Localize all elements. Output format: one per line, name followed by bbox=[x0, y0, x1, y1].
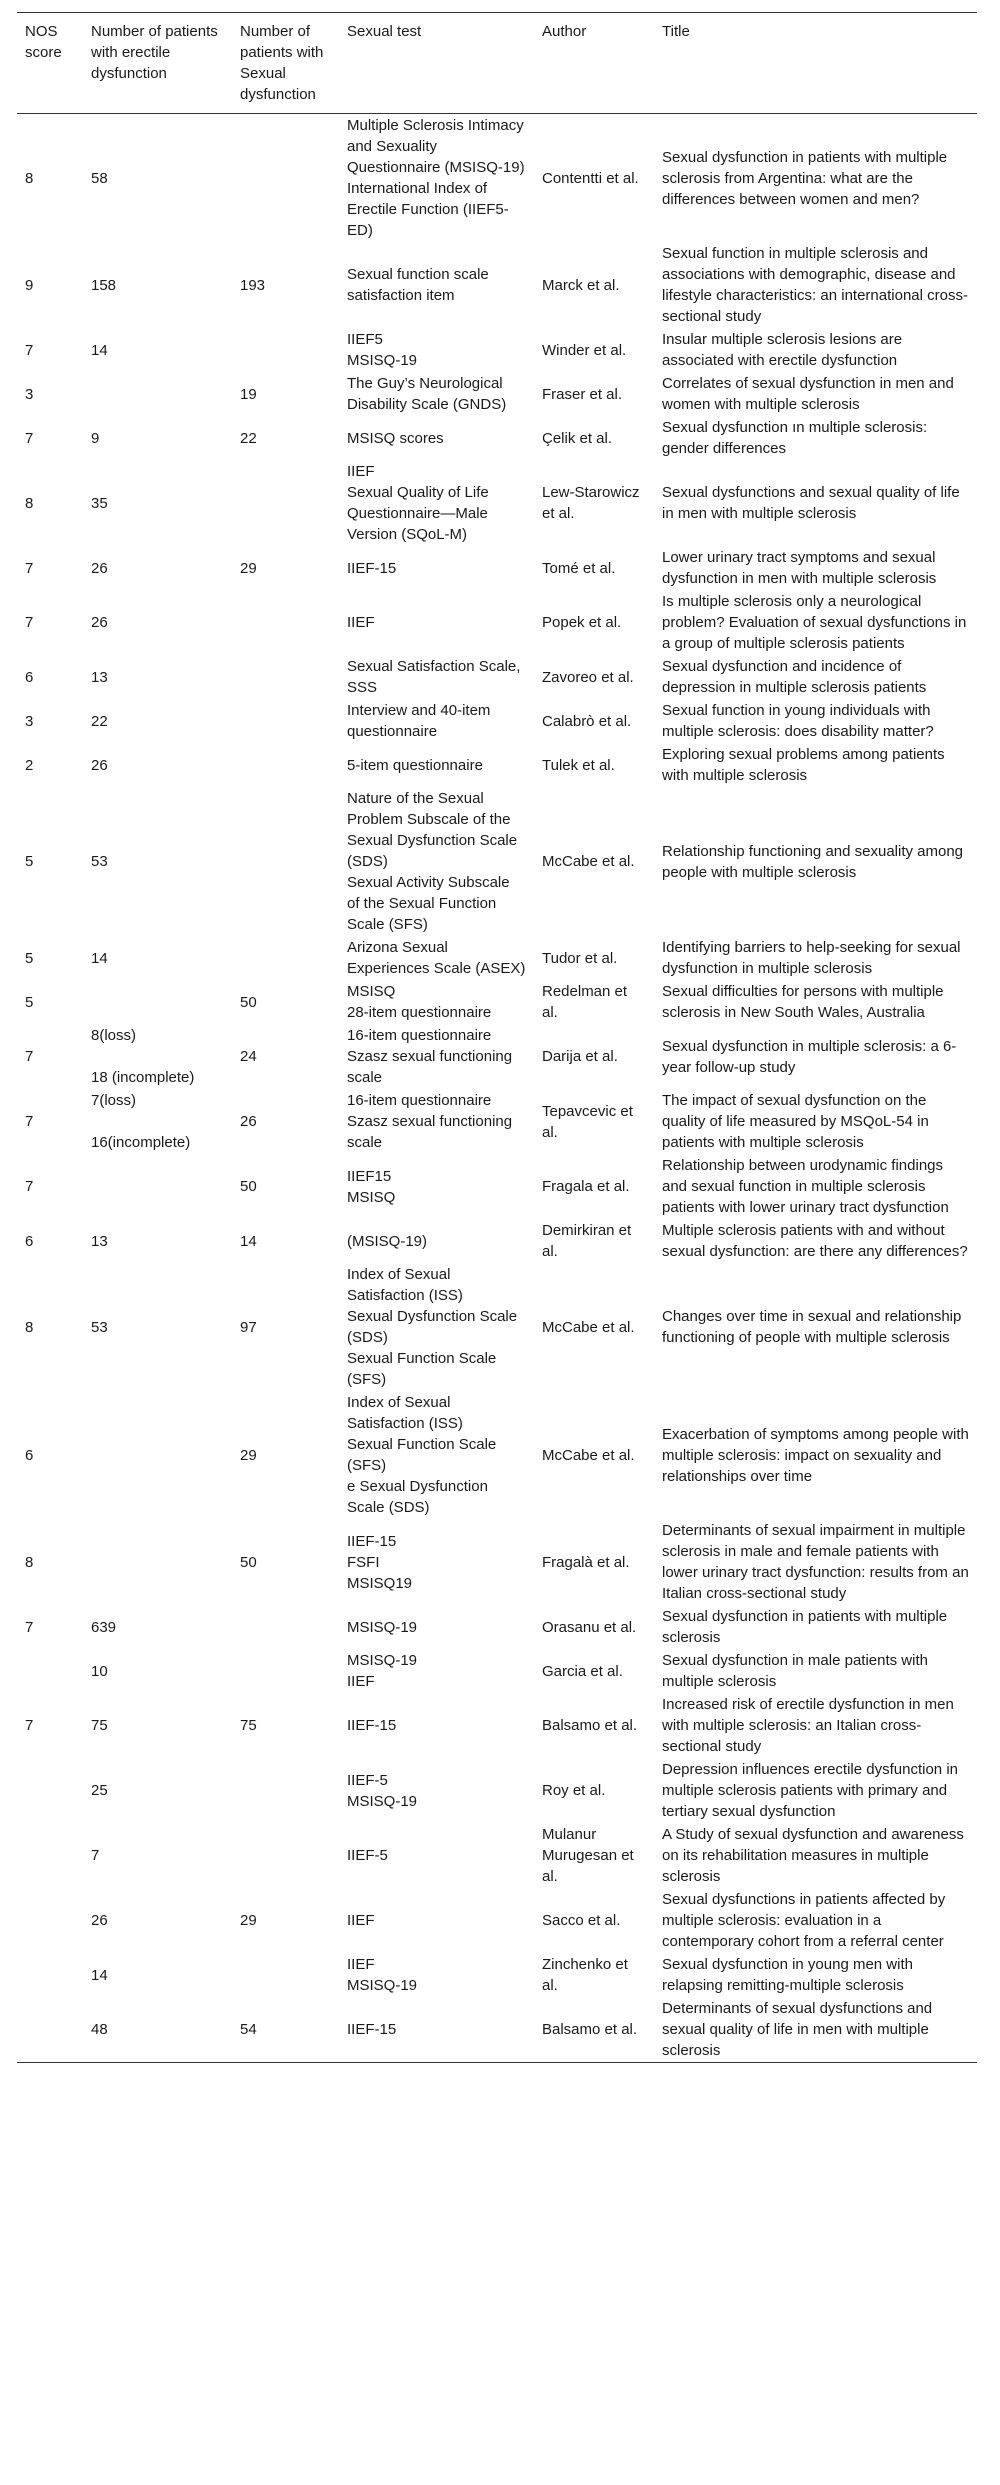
table-row bbox=[17, 980, 977, 1024]
table-row bbox=[17, 743, 977, 787]
table-row bbox=[17, 1024, 977, 1089]
cell-author: Lew-Starowicz et al. bbox=[542, 484, 640, 522]
cell-sexual-test: MSISQ 28-item questionnaire bbox=[347, 983, 492, 1021]
cell-sexual-test: IIEF-15 FSFI MSISQ19 bbox=[347, 1532, 413, 1592]
cell-sexual-dysfunction: 24 bbox=[240, 1048, 257, 1065]
cell-author: Winder et al. bbox=[542, 341, 627, 359]
table-row bbox=[17, 1154, 977, 1219]
cell-sexual-dysfunction: 50 bbox=[240, 1178, 257, 1195]
cell-title: Sexual dysfunction in patients with multiple sclerosis bbox=[662, 1608, 948, 1646]
cell-sexual-test: MSISQ scores bbox=[347, 429, 444, 447]
cell-nos-score: 9 bbox=[25, 276, 34, 294]
cell-sexual-test: The Guy’s Neurological Disability Scale (GNDS) bbox=[347, 375, 507, 413]
cell-nos-score: 8 bbox=[25, 1318, 34, 1336]
cell-author: Zavoreo et al. bbox=[542, 668, 634, 686]
cell-sexual-test: IIEF bbox=[347, 1912, 375, 1929]
cell-author: Balsamo et al. bbox=[534, 1997, 654, 2063]
cell-title: Sexual dysfunctions in patients affected by multiple sclerosis: evaluation in a contemporary cohort from a referral center bbox=[662, 1891, 946, 1950]
cell-erectile-dysfunction: 158 bbox=[91, 276, 117, 294]
cell-nos-score bbox=[17, 1758, 83, 1823]
cell-erectile-dysfunction: 8(loss) 18 (incomplete) bbox=[91, 1027, 195, 1086]
cell-sexual-dysfunction bbox=[232, 114, 339, 243]
cell-sexual-test: 16-item questionnaire Szasz sexual functioning scale bbox=[347, 1027, 513, 1086]
table-header-row bbox=[17, 13, 977, 114]
table-row bbox=[17, 1693, 977, 1758]
cell-title: Exacerbation of symptoms among people with multiple sclerosis: impact on sexuality and relationships over time bbox=[662, 1425, 969, 1485]
cell-nos-score: 3 bbox=[25, 712, 34, 730]
cell-erectile-dysfunction: 26 bbox=[91, 559, 108, 577]
cell-title: Sexual dysfunctions and sexual quality of life in men with multiple sclerosis bbox=[662, 484, 960, 522]
table-row bbox=[17, 372, 977, 416]
cell-erectile-dysfunction: 53 bbox=[91, 853, 108, 870]
cell-erectile-dysfunction: 10 bbox=[91, 1662, 108, 1680]
cell-sexual-test: Interview and 40-item questionnaire bbox=[347, 702, 491, 740]
cell-sexual-dysfunction: 50 bbox=[240, 1553, 257, 1571]
table-row bbox=[17, 1519, 977, 1605]
cell-author: McCabe et al. bbox=[542, 853, 635, 870]
cell-nos-score: 7 bbox=[25, 1048, 34, 1065]
cell-nos-score bbox=[17, 1649, 83, 1693]
cell-erectile-dysfunction: 25 bbox=[91, 1782, 108, 1799]
cell-nos-score: 7 bbox=[25, 1178, 34, 1195]
cell-author: Tulek et al. bbox=[542, 756, 615, 774]
cell-sexual-dysfunction bbox=[232, 1758, 339, 1823]
cell-sexual-dysfunction: 19 bbox=[240, 385, 257, 403]
cell-sexual-test: Arizona Sexual Experiences Scale (ASEX) bbox=[347, 939, 526, 977]
table-row bbox=[17, 1089, 977, 1154]
cell-sexual-dysfunction bbox=[232, 1605, 339, 1649]
cell-nos-score: 7 bbox=[25, 1717, 34, 1734]
cell-title: Identifying barriers to help-seeking for sexual dysfunction in multiple sclerosis bbox=[662, 939, 961, 977]
cell-author: Mulanur Murugesan et al. bbox=[542, 1826, 634, 1885]
cell-erectile-dysfunction: 26 bbox=[91, 614, 108, 631]
cell-sexual-test: IIEF-15 bbox=[347, 559, 397, 577]
cell-title: Changes over time in sexual and relationship functioning of people with multiple sclerosis bbox=[662, 1308, 962, 1346]
cell-nos-score: 2 bbox=[25, 756, 34, 774]
cell-sexual-test: Sexual Satisfaction Scale, SSS bbox=[347, 658, 521, 696]
cell-erectile-dysfunction: 13 bbox=[91, 1232, 108, 1250]
table-row bbox=[17, 328, 977, 372]
table-row bbox=[17, 460, 977, 546]
cell-sexual-dysfunction bbox=[232, 1823, 339, 1888]
cell-author: Orasanu et al. bbox=[542, 1618, 637, 1636]
cell-sexual-test: Nature of the Sexual Problem Subscale of the Sexual Dysfunction Scale (SDS) Sexual Activity Subscale of the Sexual Function Scale (SFS) bbox=[347, 790, 518, 933]
cell-nos-score: 5 bbox=[25, 853, 34, 870]
studies-table bbox=[17, 12, 977, 2063]
table-row bbox=[17, 1758, 977, 1823]
cell-title: Lower urinary tract symptoms and sexual dysfunction in men with multiple sclerosis bbox=[662, 549, 937, 587]
cell-erectile-dysfunction: 26 bbox=[91, 1912, 108, 1929]
header-author: Author bbox=[534, 13, 654, 114]
table-row bbox=[17, 1391, 977, 1519]
table-row bbox=[17, 787, 977, 936]
cell-author: Fragalà et al. bbox=[542, 1553, 630, 1571]
cell-nos-score bbox=[17, 1953, 83, 1997]
cell-nos-score: 6 bbox=[25, 1232, 34, 1250]
cell-sexual-test: 16-item questionnaire Szasz sexual functioning scale bbox=[347, 1092, 513, 1151]
cell-sexual-dysfunction: 97 bbox=[240, 1318, 257, 1336]
cell-title: Sexual dysfunction in multiple sclerosis: a 6-year follow-up study bbox=[662, 1037, 957, 1076]
cell-title: Increased risk of erectile dysfunction in men with multiple sclerosis: an Italian cross-sectional study bbox=[662, 1696, 954, 1755]
cell-sexual-dysfunction: 22 bbox=[240, 429, 257, 447]
cell-erectile-dysfunction: 48 bbox=[83, 1997, 232, 2063]
cell-title: The impact of sexual dysfunction on the quality of life measured by MSQoL-54 in patients with multiple sclerosis bbox=[662, 1092, 929, 1151]
cell-erectile-dysfunction: 75 bbox=[91, 1717, 108, 1734]
cell-author: Tepavcevic et al. bbox=[542, 1102, 633, 1141]
cell-nos-score bbox=[17, 1997, 83, 2063]
cell-erectile-dysfunction: 58 bbox=[91, 169, 108, 187]
cell-sexual-test: MSISQ-19 bbox=[347, 1618, 418, 1636]
cell-author: Garcia et al. bbox=[542, 1662, 623, 1680]
cell-nos-score: 7 bbox=[25, 1618, 34, 1636]
cell-sexual-dysfunction bbox=[232, 699, 339, 743]
cell-title: Sexual dysfunction in male patients with multiple sclerosis bbox=[662, 1652, 928, 1690]
cell-nos-score: 7 bbox=[25, 614, 34, 631]
cell-erectile-dysfunction: 22 bbox=[91, 712, 108, 730]
header-nos-score: NOS score bbox=[17, 13, 83, 114]
table-row bbox=[17, 1263, 977, 1391]
cell-sexual-dysfunction: 193 bbox=[240, 276, 266, 294]
cell-title: Sexual dysfunction and incidence of depression in multiple sclerosis patients bbox=[662, 658, 927, 696]
cell-erectile-dysfunction: 14 bbox=[91, 1966, 108, 1984]
cell-nos-score: 7 bbox=[25, 1113, 34, 1130]
cell-sexual-test: 5-item questionnaire bbox=[347, 756, 483, 774]
cell-erectile-dysfunction: 13 bbox=[91, 668, 108, 686]
cell-sexual-dysfunction bbox=[232, 328, 339, 372]
cell-author: Demirkiran et al. bbox=[542, 1222, 632, 1260]
cell-nos-score: 3 bbox=[25, 385, 34, 403]
cell-nos-score: 8 bbox=[25, 1553, 34, 1571]
cell-author: Zinchenko et al. bbox=[542, 1956, 628, 1994]
cell-sexual-dysfunction bbox=[232, 743, 339, 787]
cell-sexual-test: IIEF bbox=[347, 614, 375, 631]
cell-erectile-dysfunction: 7(loss) 16(incomplete) bbox=[91, 1092, 191, 1151]
cell-author: Tudor et al. bbox=[542, 949, 618, 967]
table-row bbox=[17, 114, 977, 243]
cell-nos-score: 7 bbox=[25, 429, 34, 447]
table-row bbox=[17, 1649, 977, 1693]
cell-erectile-dysfunction bbox=[83, 1154, 232, 1219]
cell-sexual-dysfunction bbox=[232, 460, 339, 546]
table-row bbox=[17, 699, 977, 743]
table-row bbox=[17, 242, 977, 328]
cell-author: Balsamo et al. bbox=[542, 1717, 638, 1734]
cell-sexual-test: Index of Sexual Satisfaction (ISS) Sexual Function Scale (SFS) e Sexual Dysfunction Scale (SDS) bbox=[347, 1394, 497, 1516]
table-row bbox=[17, 936, 977, 980]
cell-author: Sacco et al. bbox=[542, 1912, 621, 1929]
cell-nos-score: 5 bbox=[25, 993, 34, 1011]
cell-title: Is multiple sclerosis only a neurological problem? Evaluation of sexual dysfunctions in a group of multiple sclerosis patients bbox=[662, 593, 967, 652]
cell-author: Contentti et al. bbox=[542, 169, 639, 187]
cell-author: McCabe et al. bbox=[542, 1446, 635, 1464]
cell-title: Sexual dysfunction in young men with relapsing remitting-multiple sclerosis bbox=[662, 1956, 913, 1994]
cell-sexual-test: IIEF MSISQ-19 bbox=[347, 1956, 418, 1994]
table-body bbox=[17, 114, 977, 2063]
cell-sexual-test: IIEF-15 bbox=[339, 1997, 534, 2063]
cell-sexual-dysfunction: 26 bbox=[240, 1113, 257, 1130]
cell-nos-score: 8 bbox=[25, 494, 34, 512]
cell-author: Calabrò et al. bbox=[542, 712, 632, 730]
table-row bbox=[17, 590, 977, 655]
cell-nos-score: 7 bbox=[25, 559, 34, 577]
cell-title: Exploring sexual problems among patients with multiple sclerosis bbox=[662, 746, 945, 784]
cell-erectile-dysfunction bbox=[83, 1391, 232, 1519]
cell-sexual-test: IIEF Sexual Quality of Life Questionnaire—Male Version (SQoL-M) bbox=[347, 463, 489, 543]
header-erectile-dysfunction: Number of patients with erectile dysfunction bbox=[83, 13, 232, 114]
cell-sexual-test: (MSISQ-19) bbox=[347, 1232, 428, 1250]
header-title: Title bbox=[654, 13, 977, 114]
cell-erectile-dysfunction: 14 bbox=[91, 341, 108, 359]
cell-erectile-dysfunction bbox=[83, 1519, 232, 1605]
header-sexual-dysfunction: Number of patients with Sexual dysfunction bbox=[232, 13, 339, 114]
cell-erectile-dysfunction: 639 bbox=[91, 1618, 117, 1636]
table-row bbox=[17, 416, 977, 460]
cell-erectile-dysfunction: 35 bbox=[91, 494, 108, 512]
cell-sexual-dysfunction bbox=[232, 655, 339, 699]
table-row bbox=[17, 1953, 977, 1997]
cell-author: Fragala et al. bbox=[542, 1178, 630, 1195]
cell-erectile-dysfunction bbox=[83, 980, 232, 1024]
cell-sexual-test: IIEF-15 bbox=[347, 1717, 397, 1734]
cell-sexual-test: IIEF-5 bbox=[347, 1847, 388, 1864]
cell-title: Sexual function in multiple sclerosis and associations with demographic, disease and lifestyle characteristics: an international cross-sectional study bbox=[662, 245, 968, 325]
cell-nos-score: 7 bbox=[25, 341, 34, 359]
table-row bbox=[17, 655, 977, 699]
cell-sexual-test: IIEF15 MSISQ bbox=[347, 1167, 396, 1206]
cell-title: Determinants of sexual impairment in multiple sclerosis in male and female patients with lower urinary tract dysfunction: results from an Italian cross-sectional study bbox=[662, 1522, 969, 1602]
cell-sexual-dysfunction: 29 bbox=[240, 559, 257, 577]
cell-sexual-test: IIEF5 MSISQ-19 bbox=[347, 331, 418, 369]
cell-author: McCabe et al. bbox=[542, 1318, 635, 1336]
cell-sexual-test: Multiple Sclerosis Intimacy and Sexuality Questionnaire (MSISQ-19) International Index of Erectile Function (IIEF5-ED) bbox=[347, 117, 525, 239]
cell-author: Fraser et al. bbox=[542, 385, 623, 403]
cell-nos-score: 6 bbox=[25, 1446, 34, 1464]
cell-author: Roy et al. bbox=[542, 1782, 606, 1799]
cell-title: Insular multiple sclerosis lesions are associated with erectile dysfunction bbox=[662, 331, 903, 369]
cell-erectile-dysfunction: 26 bbox=[91, 756, 108, 774]
cell-sexual-dysfunction: 29 bbox=[240, 1912, 257, 1929]
cell-author: Tomé et al. bbox=[542, 559, 616, 577]
cell-sexual-dysfunction bbox=[232, 590, 339, 655]
cell-title: Relationship functioning and sexuality among people with multiple sclerosis bbox=[662, 842, 964, 881]
cell-author: Popek et al. bbox=[542, 614, 622, 631]
cell-nos-score bbox=[17, 1823, 83, 1888]
table-row bbox=[17, 1888, 977, 1953]
cell-author: Marck et al. bbox=[542, 276, 620, 294]
cell-sexual-dysfunction bbox=[232, 1649, 339, 1693]
cell-title: Depression influences erectile dysfunction in multiple sclerosis patients with primary and tertiary sexual dysfunction bbox=[662, 1761, 958, 1820]
cell-sexual-dysfunction: 75 bbox=[240, 1717, 257, 1734]
cell-erectile-dysfunction bbox=[83, 372, 232, 416]
cell-erectile-dysfunction: 14 bbox=[91, 949, 108, 967]
cell-author: Çelik et al. bbox=[542, 429, 613, 447]
cell-title: Relationship between urodynamic findings and sexual function in multiple sclerosis patients with lower urinary tract dysfunction bbox=[662, 1157, 949, 1216]
header-sexual-test: Sexual test bbox=[339, 13, 534, 114]
cell-sexual-dysfunction bbox=[232, 1953, 339, 1997]
cell-author: Darija et al. bbox=[542, 1048, 618, 1065]
table-row bbox=[17, 1605, 977, 1649]
cell-title: Sexual function in young individuals with multiple sclerosis: does disability matter? bbox=[662, 702, 934, 740]
cell-nos-score: 6 bbox=[25, 668, 34, 686]
cell-title: Sexual difficulties for persons with multiple sclerosis in New South Wales, Australia bbox=[662, 983, 944, 1021]
table-row bbox=[17, 1997, 977, 2063]
cell-erectile-dysfunction: 53 bbox=[91, 1318, 108, 1336]
cell-title: Determinants of sexual dysfunctions and sexual quality of life in men with multiple sclerosis bbox=[654, 1997, 977, 2063]
cell-sexual-dysfunction: 50 bbox=[240, 993, 257, 1011]
cell-sexual-dysfunction bbox=[232, 787, 339, 936]
cell-sexual-dysfunction: 29 bbox=[240, 1446, 257, 1464]
cell-author: Redelman et al. bbox=[542, 983, 628, 1021]
table-row bbox=[17, 1219, 977, 1263]
cell-erectile-dysfunction: 9 bbox=[91, 429, 100, 447]
cell-nos-score: 8 bbox=[25, 169, 34, 187]
cell-nos-score bbox=[17, 1888, 83, 1953]
table-container bbox=[17, 0, 977, 2063]
table-row bbox=[17, 1823, 977, 1888]
cell-sexual-test: MSISQ-19 IIEF bbox=[347, 1652, 418, 1690]
cell-nos-score: 5 bbox=[25, 949, 34, 967]
cell-title: Sexual dysfunction ın multiple sclerosis: gender differences bbox=[662, 419, 928, 457]
cell-title: Sexual dysfunction in patients with multiple sclerosis from Argentina: what are the differences between women and men? bbox=[662, 148, 948, 208]
cell-sexual-dysfunction: 54 bbox=[232, 1997, 339, 2063]
cell-erectile-dysfunction: 7 bbox=[91, 1847, 100, 1864]
cell-sexual-test: IIEF-5 MSISQ-19 bbox=[347, 1771, 418, 1810]
cell-sexual-test: Index of Sexual Satisfaction (ISS) Sexual Dysfunction Scale (SDS) Sexual Function Scale (SFS) bbox=[347, 1266, 518, 1388]
cell-title: Multiple sclerosis patients with and without sexual dysfunction: are there any differences? bbox=[662, 1222, 968, 1260]
table-row bbox=[17, 546, 977, 590]
cell-sexual-test: Sexual function scale satisfaction item bbox=[347, 266, 489, 304]
cell-title: A Study of sexual dysfunction and awareness on its rehabilitation measures in multiple sclerosis bbox=[662, 1826, 964, 1885]
cell-title: Correlates of sexual dysfunction in men and women with multiple sclerosis bbox=[662, 375, 954, 413]
cell-sexual-dysfunction: 14 bbox=[240, 1232, 257, 1250]
cell-sexual-dysfunction bbox=[232, 936, 339, 980]
